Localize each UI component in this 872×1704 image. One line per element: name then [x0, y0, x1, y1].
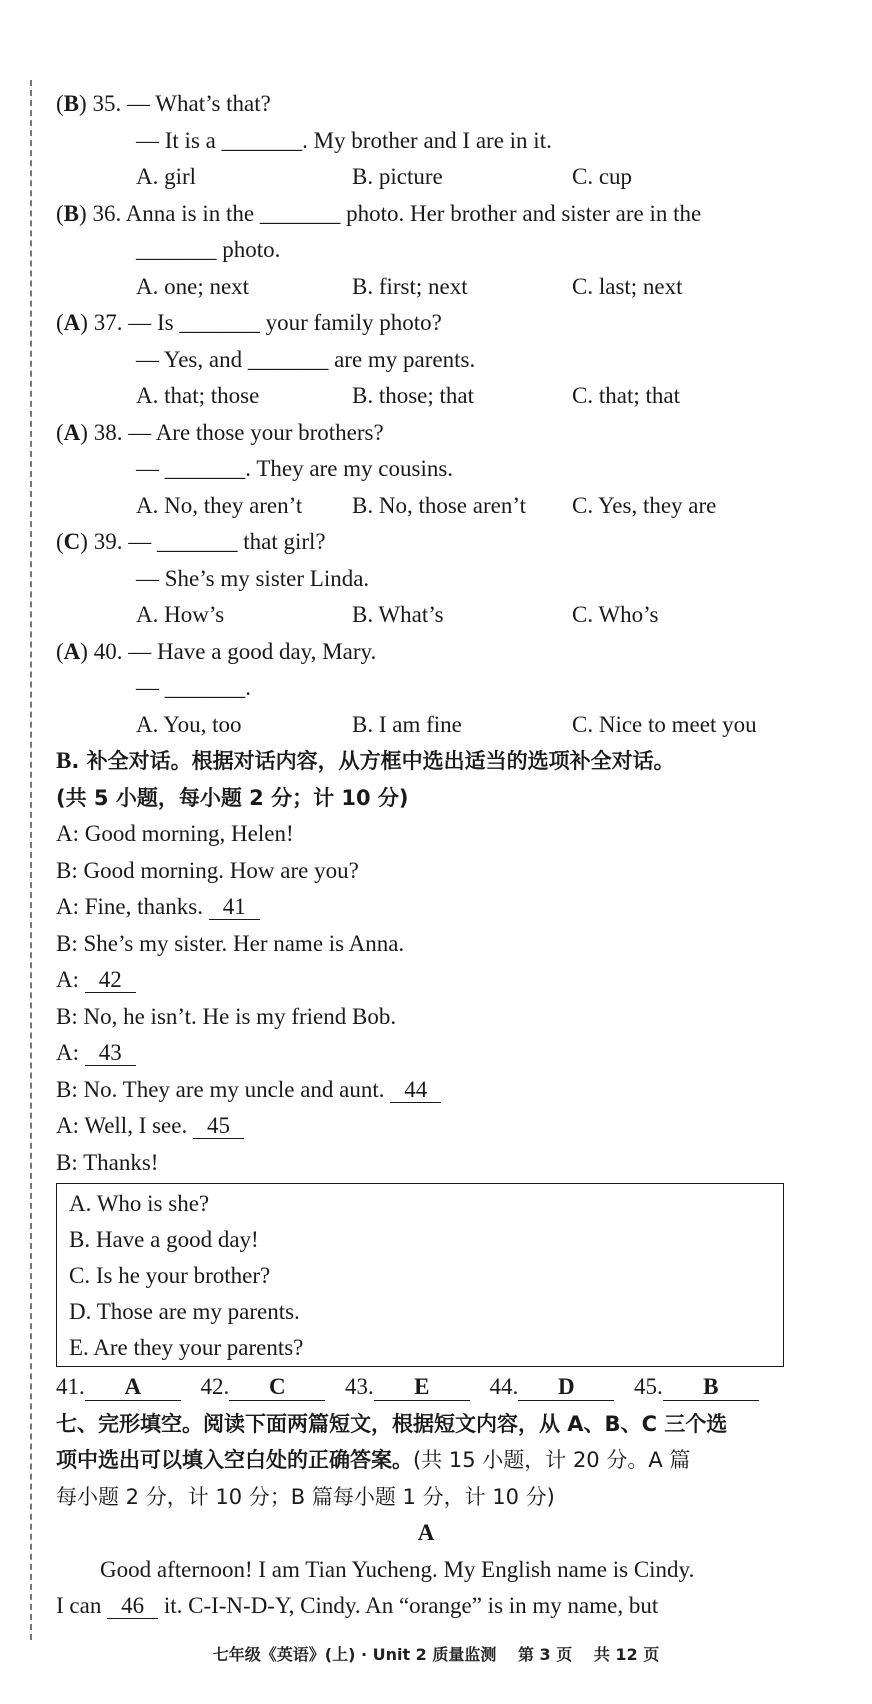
section-b-subtitle: (共 5 小题，每小题 2 分；计 10 分) — [56, 785, 409, 810]
option-b: B. first; next — [352, 273, 468, 299]
box-option: D. Those are my parents. — [69, 1299, 300, 1324]
answer-43[interactable]: E — [374, 1374, 470, 1401]
question-line: — Is _______ your family photo? — [128, 310, 442, 335]
question-number: 37. — [93, 310, 123, 335]
dialogue-line: A: Fine, thanks. 41 — [56, 889, 796, 926]
question-number: 40. — [93, 638, 123, 664]
option-a: A. You, too — [136, 711, 242, 737]
section-7-heading: 七、完形填空。阅读下面两篇短文，根据短文内容，从 A、B、C 三个选 项中选出可以填入空白处的正确答案。(共 15 小题，计 20 分。A 篇 每小题 2 分，计 10 分；B 篇每小题 1 分，计 10 分) — [56, 1411, 728, 1509]
option-c: C. last; next — [572, 273, 683, 299]
answer-42[interactable]: C — [229, 1374, 325, 1401]
dialogue-line: A: Well, I see. 45 — [56, 1108, 796, 1145]
dialogue-line: B: No, he isn’t. He is my friend Bob. — [56, 1003, 397, 1029]
answer-mark: A — [63, 419, 81, 445]
section-b-title: B. 补全对话。根据对话内容，从方框中选出适当的选项补全对话。 — [56, 748, 675, 773]
answer-mark: A — [63, 638, 81, 664]
question-line: — _______. — [136, 675, 251, 700]
option-a: A. No, they aren’t — [136, 492, 303, 518]
answer-44[interactable]: D — [518, 1374, 614, 1401]
option-c: C. that; that — [572, 383, 680, 408]
option-b: B. No, those aren’t — [352, 492, 526, 518]
option-b: B. I am fine — [352, 711, 462, 737]
answer-mark: B — [63, 91, 80, 116]
option-a: A. that; those — [136, 383, 260, 408]
question-38: (A) 38. — Are those your brothers? — _______. They are my cousins. A. No, they aren’t B. No, those aren’t C. Yes, they are — [56, 415, 796, 525]
question-40: (A) 40. — Have a good day, Mary. — _______. A. You, too B. I am fine C. Nice to meet you — [56, 634, 796, 744]
dialogue — [56, 816, 796, 1181]
question-line: — Have a good day, Mary. — [128, 638, 377, 664]
option-a: A. How’s — [136, 602, 225, 627]
dialogue-line: B: Thanks! — [56, 1149, 159, 1175]
box-option: A. Who is she? — [69, 1191, 210, 1216]
option-c: C. Nice to meet you — [572, 711, 757, 737]
question-line: — It is a _______. My brother and I are in it. — [136, 127, 552, 153]
question-line: — _______ that girl? — [128, 529, 326, 554]
footer-book: 七年级《英语》(上) · Unit 2 质量监测 — [212, 1645, 497, 1664]
question-line: — What’s that? — [126, 91, 271, 116]
question-line: — _______. They are my cousins. — [136, 456, 454, 481]
blank-42[interactable]: 42 — [85, 968, 136, 993]
page-content — [56, 86, 796, 1625]
question-number: 39. — [93, 529, 123, 554]
dialogue-line: A: Good morning, Helen! — [56, 821, 294, 846]
box-option: C. Is he your brother? — [69, 1263, 271, 1288]
answer-row: 41. A 42. C 43. E 44. D 45. B — [56, 1369, 796, 1406]
passage-a — [56, 1515, 796, 1625]
question-number: 38. — [93, 419, 123, 445]
answer-45[interactable]: B — [663, 1374, 759, 1401]
blank-44[interactable]: 44 — [390, 1078, 441, 1103]
option-b: B. What’s — [352, 602, 444, 627]
passage-line: Good afternoon! I am Tian Yucheng. My English name is Cindy. — [100, 1556, 695, 1582]
dialogue-line: A: 43 — [56, 1035, 796, 1072]
passage-heading: A — [417, 1520, 435, 1545]
option-a: A. one; next — [136, 273, 250, 299]
dialogue-line: B: She’s my sister. Her name is Anna. — [56, 930, 405, 956]
question-line: — She’s my sister Linda. — [136, 565, 370, 591]
blank-45[interactable]: 45 — [193, 1114, 244, 1139]
question-line: _______ photo. — [136, 237, 281, 262]
option-c: C. Yes, they are — [572, 492, 717, 518]
options-box — [56, 1183, 784, 1367]
footer-page: 第 3 页 — [517, 1645, 573, 1664]
option-b: B. picture — [352, 164, 443, 189]
question-39: (C) 39. — _______ that girl? — She’s my sister Linda. A. How’s B. What’s C. Who’s — [56, 524, 796, 634]
binding-dashed-line — [30, 80, 32, 1640]
box-option: B. Have a good day! — [69, 1227, 259, 1252]
answer-41[interactable]: A — [85, 1374, 181, 1401]
question-line: — Yes, and _______ are my parents. — [136, 346, 476, 372]
question-line: — Are those your brothers? — [128, 419, 384, 445]
dialogue-line: B: Good morning. How are you? — [56, 857, 359, 883]
passage-line: I can 46 it. C-I-N-D-Y, Cindy. An “orange” is in my name, but — [56, 1593, 659, 1618]
question-number: 35. — [92, 91, 122, 116]
footer-total: 共 12 页 — [593, 1645, 660, 1664]
question-37: (A) 37. — Is _______ your family photo? — Yes, and _______ are my parents. A. that; those B. those; that C. that; that — [56, 305, 796, 415]
question-number: 36. — [92, 200, 122, 226]
option-c: C. cup — [572, 164, 633, 189]
multiple-choice-section — [56, 86, 796, 743]
answer-mark: A — [63, 310, 81, 335]
page-footer — [0, 1642, 872, 1665]
blank-43[interactable]: 43 — [85, 1041, 136, 1066]
option-a: A. girl — [136, 164, 197, 189]
answer-mark: B — [63, 200, 80, 226]
box-option: E. Are they your parents? — [69, 1335, 304, 1360]
question-line: Anna is in the _______ photo. Her brother and sister are in the — [125, 200, 702, 226]
blank-41[interactable]: 41 — [209, 895, 260, 920]
option-c: C. Who’s — [572, 602, 659, 627]
dialogue-line: B: No. They are my uncle and aunt. 44 — [56, 1072, 796, 1109]
question-35: (B) 35. — What’s that? — It is a _______. My brother and I are in it. A. girl B. picture C. cup — [56, 86, 796, 196]
option-b: B. those; that — [352, 383, 475, 408]
question-36: (B) 36. Anna is in the _______ photo. Her brother and sister are in the _______ photo. A. one; next B. first; next C. last; next — [56, 196, 796, 306]
blank-46[interactable]: 46 — [107, 1594, 158, 1619]
dialogue-line: A: 42 — [56, 962, 796, 999]
answer-mark: C — [63, 529, 81, 554]
